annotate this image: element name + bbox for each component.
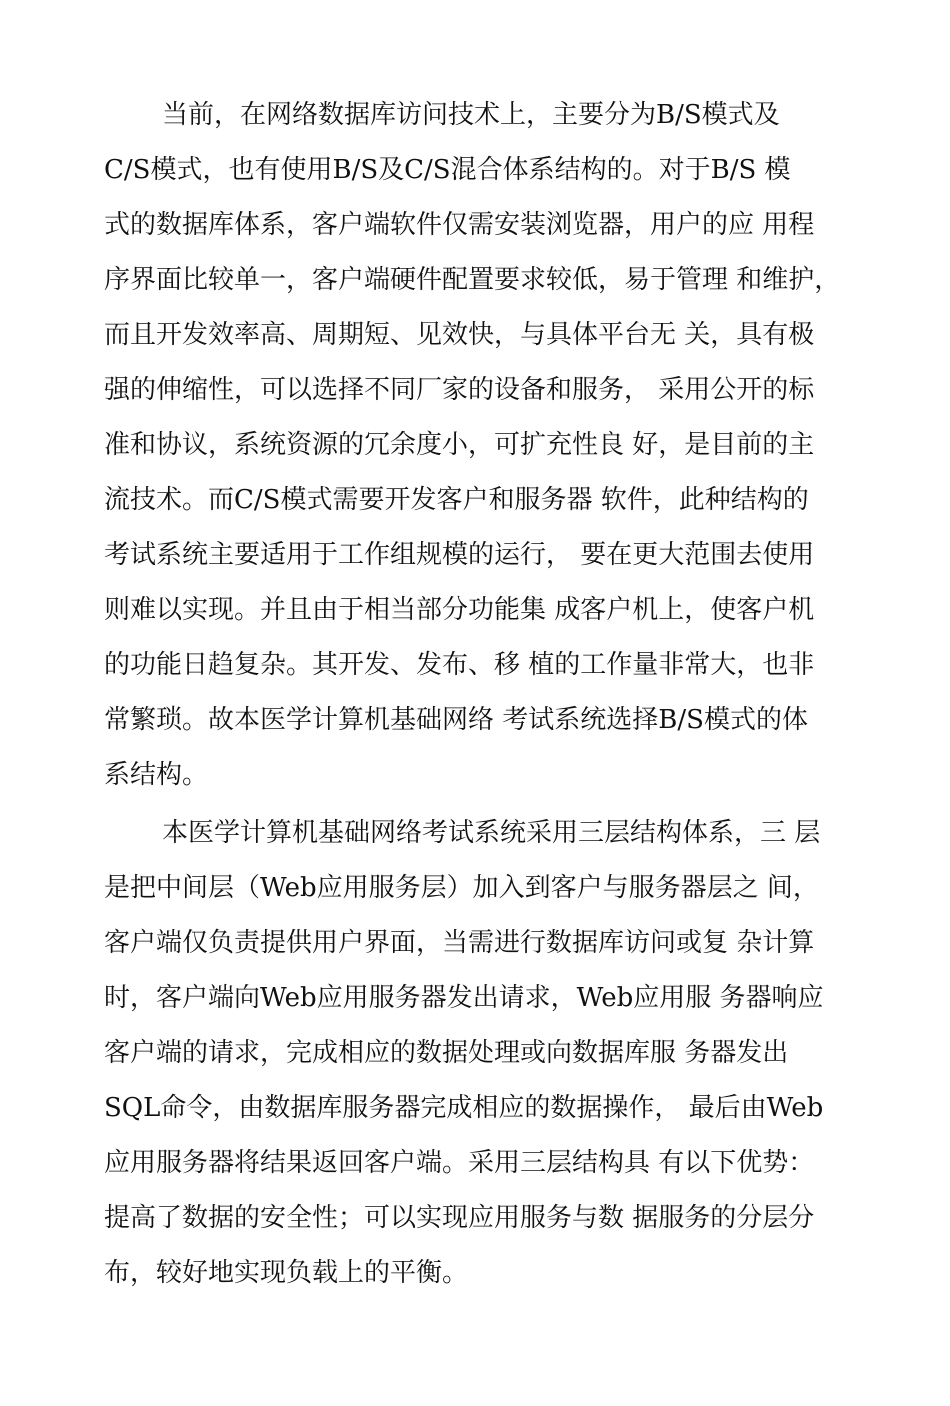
text-line: 流技术。而C/S模式需要开发客户和服务器 软件，此种结构的 [104,485,809,515]
text-line: 布，较好地实现负载上的平衡。 [104,1258,469,1288]
text-line: 而且开发效率高、周期短、见效快，与具体平台无 关，具有极 [104,320,815,350]
text-line: 序界面比较单一，客户端硬件配置要求较低，易于管理 和维护， [104,265,841,295]
text-line: SQL命令，由数据库服务器完成相应的数据操作， 最后由Web [104,1093,824,1123]
text-line: 常繁琐。故本医学计算机基础网络 考试系统选择B/S模式的体 [104,705,808,735]
text-line: 考试系统主要适用于工作组规模的运行， 要在更大范围去使用 [104,540,815,570]
text-line: 当前，在网络数据库访问技术上，主要分为B/S模式及 [162,100,780,130]
paragraph-1 [104,96,864,811]
text-line: C/S模式，也有使用B/S及C/S混合体系结构的。对于B/S 模 [104,155,791,185]
paragraph-2 [104,814,864,1309]
text-line: 是把中间层（Web应用服务层）加入到客户与服务器层之 间， [104,873,819,903]
text-line: 客户端仅负责提供用户界面，当需进行数据库访问或复 杂计算 [104,928,815,958]
text-line: 准和协议，系统资源的冗余度小，可扩充性良 好，是目前的主 [104,430,815,460]
text-line: 式的数据库体系，客户端软件仅需安装浏览器，用户的应 用程 [104,210,815,240]
text-line: 提高了数据的安全性；可以实现应用服务与数 据服务的分层分 [104,1203,815,1233]
text-line: 强的伸缩性，可以选择不同厂家的设备和服务， 采用公开的标 [104,375,815,405]
text-line: 客户端的请求，完成相应的数据处理或向数据库服 务器发出 [104,1038,789,1068]
text-line: 本医学计算机基础网络考试系统采用三层结构体系，三 层 [162,818,821,848]
text-line: 系结构。 [104,760,209,790]
text-line: 的功能日趋复杂。其开发、发布、移 植的工作量非常大，也非 [104,650,815,680]
text-line: 时，客户端向Web应用服务器发出请求，Web应用服 务器响应 [104,983,824,1013]
text-line: 则难以实现。并且由于相当部分功能集 成客户机上，使客户机 [104,595,815,625]
text-line: 应用服务器将结果返回客户端。采用三层结构具 有以下优势： [104,1148,815,1178]
